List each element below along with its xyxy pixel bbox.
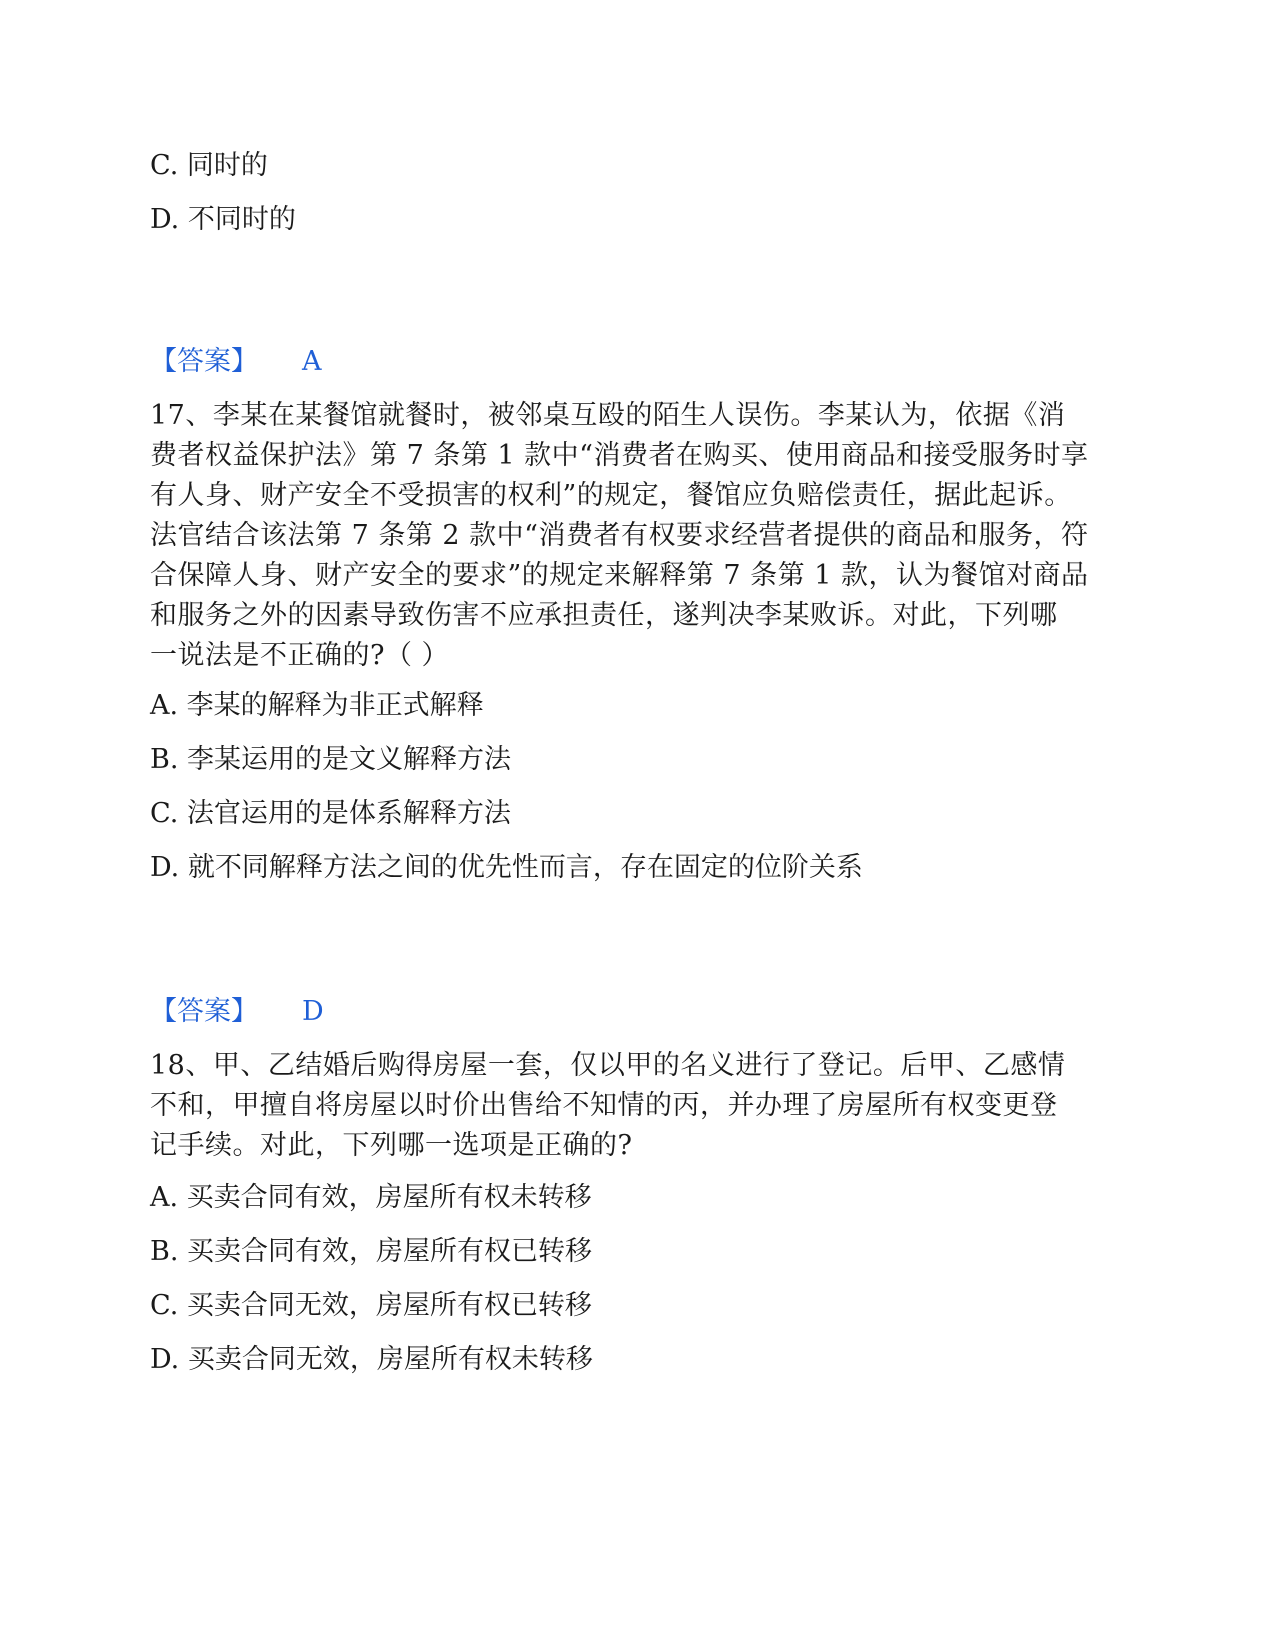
question-18-option-d: D. 买卖合同无效，房屋所有权未转移 (150, 1344, 593, 1375)
question-18-option-c: C. 买卖合同无效，房屋所有权已转移 (150, 1290, 592, 1321)
answer-row-16 (150, 344, 322, 380)
question-17-option-d: D. 就不同解释方法之间的优先性而言，存在固定的位阶关系 (150, 852, 863, 883)
question-17-line: 和服务之外的因素导致伤害不应承担责任，遂判决李某败诉。对此，下列哪 (150, 600, 1058, 631)
prev-option-d: D. 不同时的 (150, 204, 296, 235)
question-17-option-b: B. 李某运用的是文义解释方法 (150, 744, 512, 775)
answer-row-17 (150, 994, 324, 1030)
question-17-stem (150, 396, 1140, 676)
question-17-line: 一说法是不正确的?（ ） (150, 640, 450, 671)
answer-tag: 【答案】 (150, 996, 258, 1027)
question-18-option-a: A. 买卖合同有效，房屋所有权未转移 (150, 1182, 592, 1213)
question-17-line: 17、李某在某餐馆就餐时，被邻桌互殴的陌生人误伤。李某认为，依据《消 (150, 400, 1066, 431)
question-18-line: 记手续。对此，下列哪一选项是正确的? (150, 1130, 633, 1161)
answer-tag: 【答案】 (150, 346, 258, 377)
question-18-line: 18、甲、乙结婚后购得房屋一套，仅以甲的名义进行了登记。后甲、乙感情 (150, 1050, 1066, 1081)
question-17-line: 合保障人身、财产安全的要求”的规定来解释第 7 条第 1 款，认为餐馆对商品 (150, 560, 1089, 591)
answer-value-16: A (302, 346, 322, 377)
prev-option-c: C. 同时的 (150, 150, 268, 181)
question-17-line: 费者权益保护法》第 7 条第 1 款中“消费者在购买、使用商品和接受服务时享 (150, 440, 1089, 471)
question-18-line: 不和，甲擅自将房屋以时价出售给不知情的丙，并办理了房屋所有权变更登 (150, 1090, 1058, 1121)
question-18-option-b: B. 买卖合同有效，房屋所有权已转移 (150, 1236, 593, 1267)
question-17-option-c: C. 法官运用的是体系解释方法 (150, 798, 511, 829)
question-18-stem (150, 1046, 1140, 1166)
question-17-line: 法官结合该法第 7 条第 2 款中“消费者有权要求经营者提供的商品和服务，符 (150, 520, 1089, 551)
question-17-option-a: A. 李某的解释为非正式解释 (150, 690, 484, 721)
answer-value-17: D (302, 996, 324, 1027)
question-17-line: 有人身、财产安全不受损害的权利”的规定，餐馆应负赔偿责任，据此起诉。 (150, 480, 1072, 511)
